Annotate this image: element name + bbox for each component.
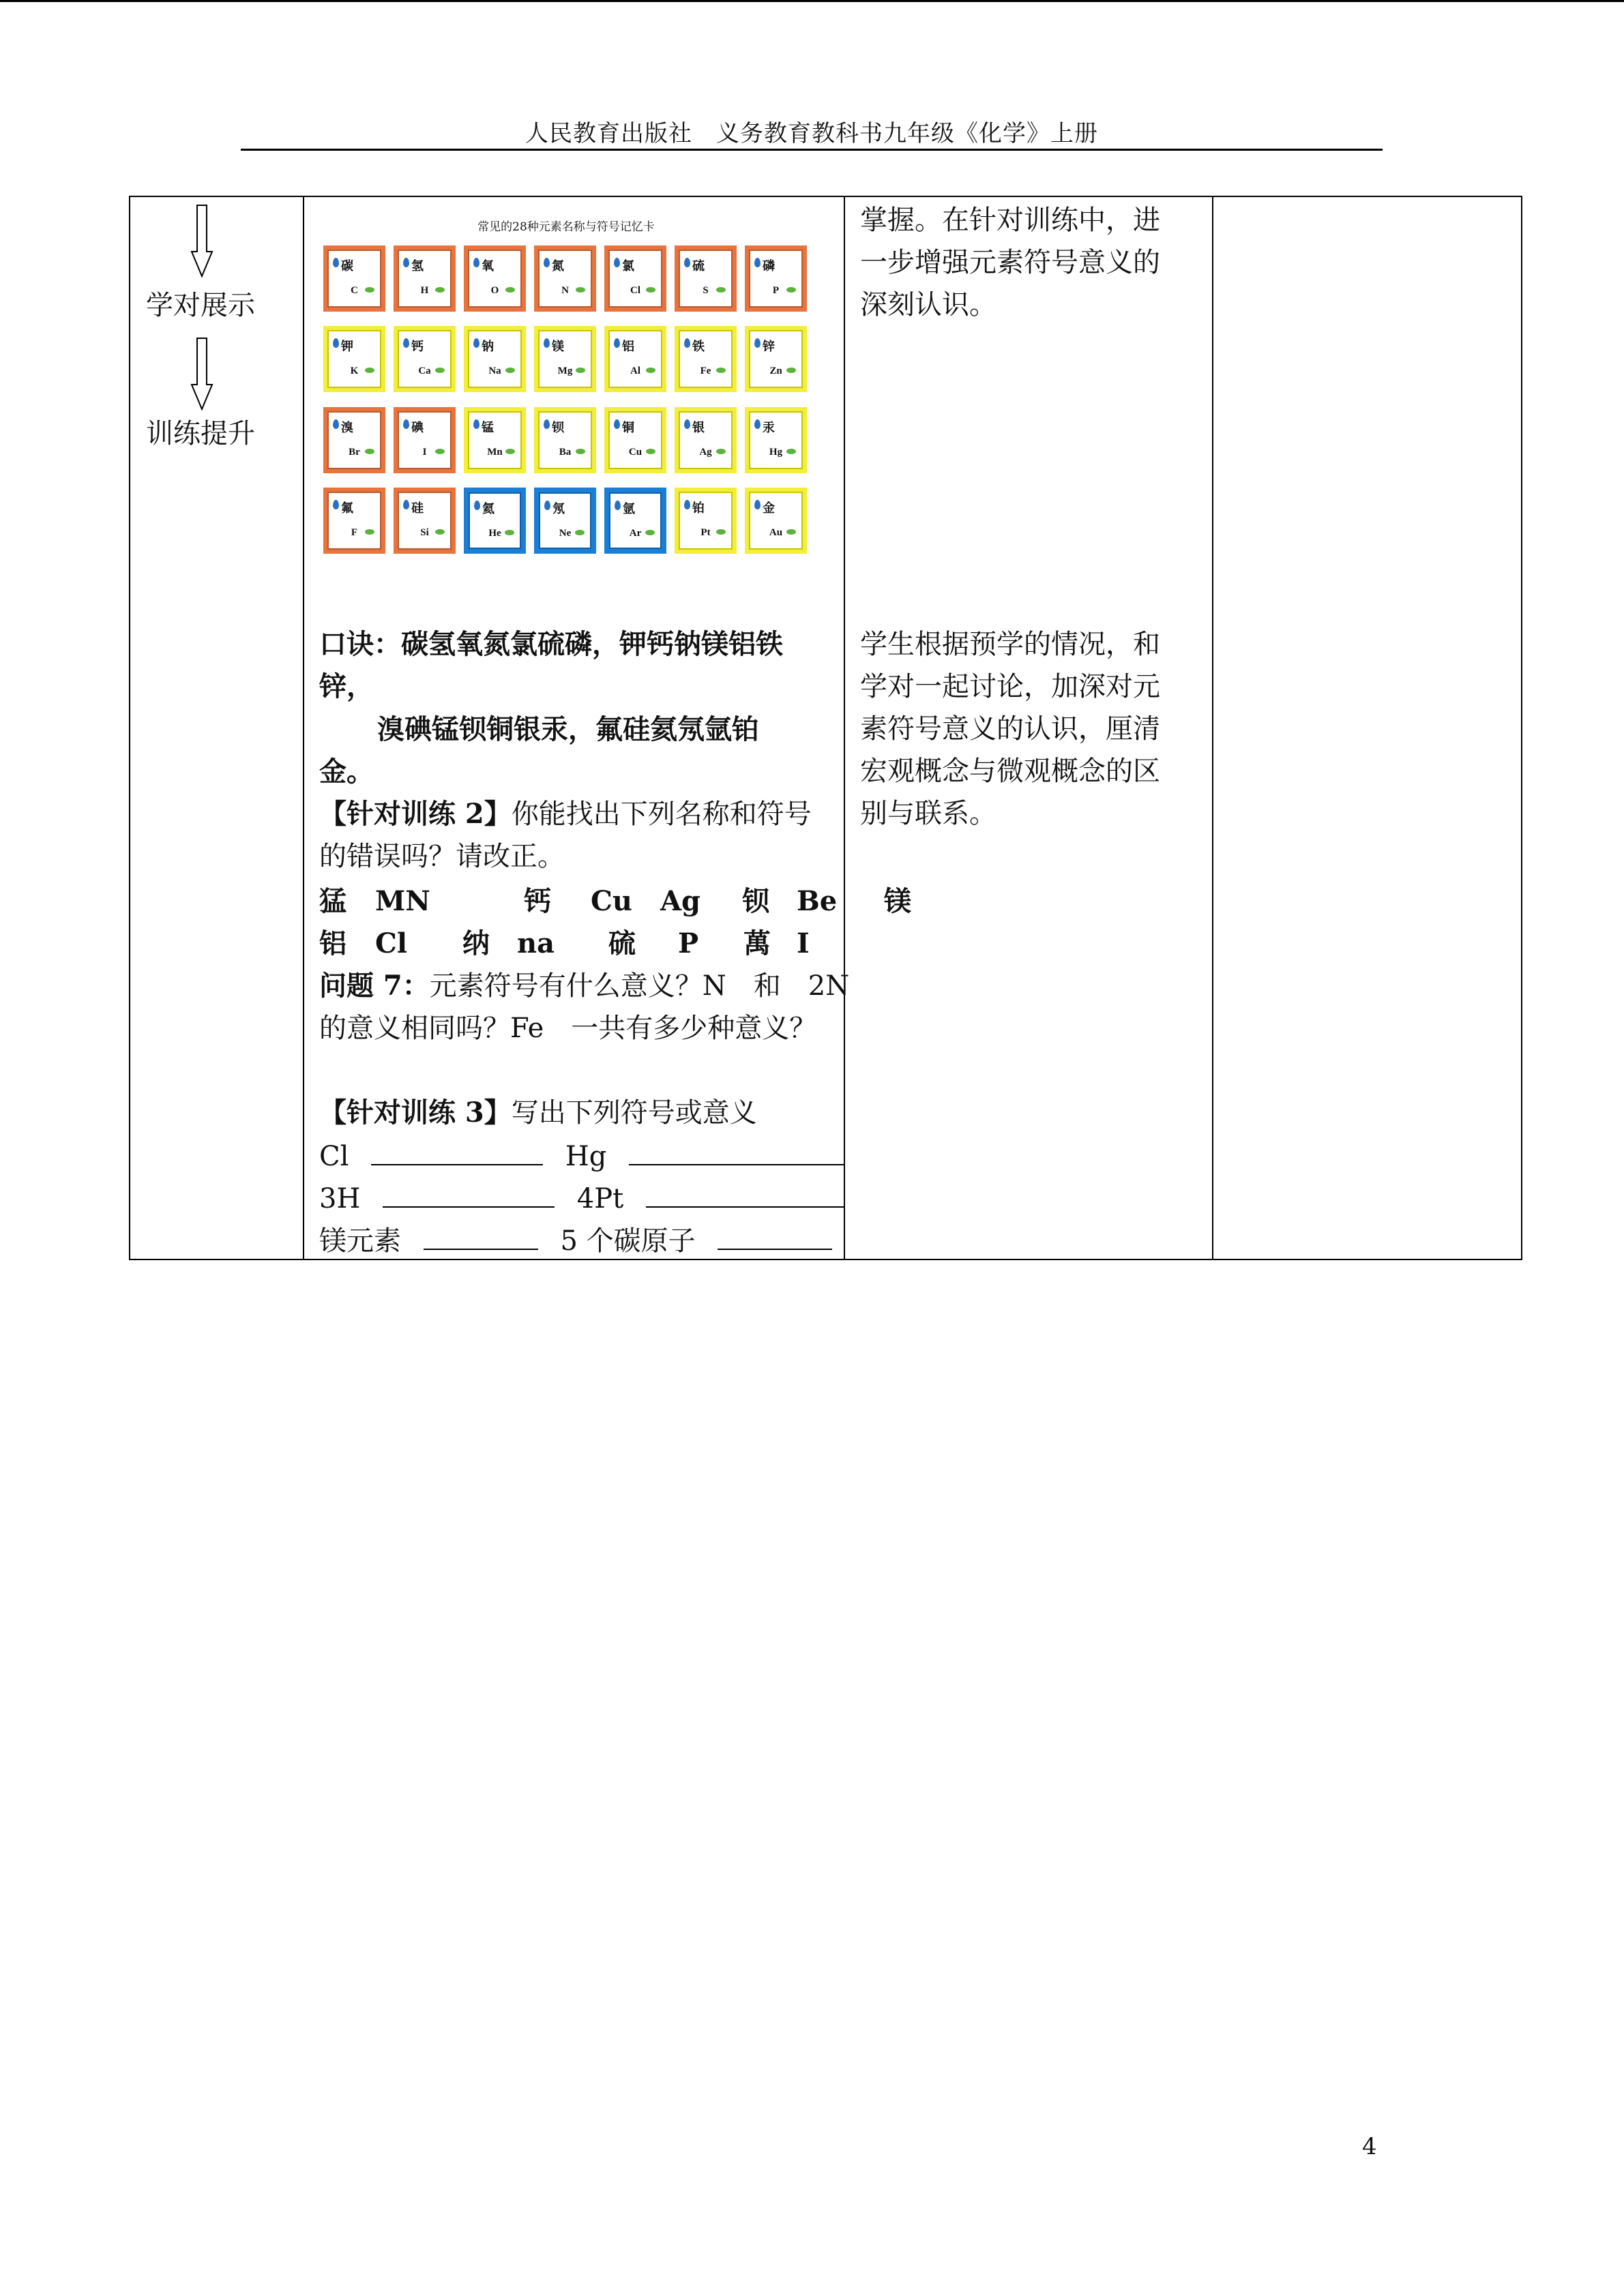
element-name: 铜	[622, 421, 634, 434]
error-item: na	[517, 927, 555, 959]
leaf-icon	[435, 449, 445, 454]
leaf-icon	[505, 530, 514, 535]
element-name: 氖	[552, 502, 565, 516]
leaf-icon	[505, 368, 515, 373]
error-item: 猛	[319, 885, 346, 917]
training-2-text: 你能找出下列名称和符号	[511, 799, 812, 830]
fill-label: Cl	[319, 1141, 349, 1172]
leaf-icon	[716, 287, 726, 293]
water-drop-icon	[754, 338, 761, 348]
rhyme-line-4: 金。	[319, 756, 374, 788]
fill-row-3	[319, 1220, 832, 1262]
element-card	[464, 326, 526, 392]
element-card	[604, 326, 666, 392]
element-card	[534, 488, 596, 554]
element-symbol: Cu	[628, 447, 643, 458]
element-name: 钾	[341, 340, 353, 353]
leaf-icon	[435, 368, 445, 373]
element-card	[464, 488, 526, 554]
element-card	[464, 245, 526, 312]
fill-label: 3H	[319, 1183, 361, 1214]
water-drop-icon	[403, 338, 409, 348]
training-2-line-2: 的错误吗？请改正。	[319, 841, 565, 872]
water-drop-icon	[333, 419, 339, 429]
leaf-icon	[646, 449, 655, 454]
header-rule	[241, 149, 1383, 151]
training-2-label: 【针对训练 2】	[319, 798, 512, 830]
error-item: 钡	[742, 885, 769, 917]
water-drop-icon	[614, 338, 620, 348]
element-card	[745, 407, 807, 473]
training-2-line-1	[319, 793, 812, 835]
error-item: Be	[797, 885, 838, 917]
leaf-icon	[365, 449, 374, 454]
element-symbol: Cl	[630, 285, 640, 296]
element-name: 硫	[692, 259, 705, 273]
fill-label: 4Pt	[576, 1183, 624, 1214]
element-card	[394, 488, 456, 554]
element-card	[675, 326, 737, 392]
element-card	[534, 245, 596, 312]
element-name: 氧	[482, 259, 494, 273]
element-symbol: Pt	[700, 527, 711, 538]
element-symbol: F	[351, 527, 358, 538]
element-symbol: P	[772, 285, 780, 296]
element-symbol: Ag	[699, 447, 712, 458]
element-symbol: Ba	[559, 447, 572, 458]
element-name: 铝	[622, 340, 634, 353]
element-name: 铁	[692, 340, 705, 353]
element-symbol: He	[488, 528, 501, 539]
element-name: 磷	[763, 259, 775, 273]
leaf-icon	[505, 449, 515, 454]
training-3-line	[319, 1092, 757, 1134]
stage-column	[130, 197, 304, 1259]
down-arrow-icon	[190, 337, 213, 412]
design-intent-line: 一步增强元素符号意义的	[860, 247, 1160, 278]
element-symbol: Na	[488, 366, 501, 376]
design-intent-line: 素符号意义的认识，厘清	[860, 713, 1160, 745]
answer-blank[interactable]	[646, 1179, 844, 1208]
error-item: MN	[375, 885, 430, 917]
element-symbol: Ne	[559, 528, 572, 539]
error-item: Cl	[375, 927, 408, 959]
error-item: 萬	[743, 927, 771, 959]
column-divider-2	[844, 196, 845, 1260]
element-card	[604, 488, 666, 554]
element-card	[604, 245, 666, 312]
stage-label-show: 学对展示	[146, 290, 255, 321]
element-symbol: S	[703, 285, 709, 296]
element-card	[464, 407, 526, 473]
question-7-line-1	[319, 965, 849, 1007]
element-symbol: H	[420, 285, 429, 296]
question-7-label: 问题 7：	[319, 970, 430, 1002]
element-name: 钙	[411, 340, 424, 353]
element-name: 金	[763, 501, 775, 515]
water-drop-icon	[684, 338, 690, 348]
answer-blank[interactable]	[629, 1137, 844, 1165]
design-intent-line: 掌握。在针对训练中，进	[860, 205, 1160, 236]
fill-label: 镁元素	[319, 1225, 401, 1257]
water-drop-icon	[473, 419, 479, 429]
element-card	[745, 488, 807, 554]
error-item: Cu	[591, 885, 632, 917]
design-intent-line: 宏观概念与微观概念的区	[860, 756, 1160, 787]
element-name: 氢	[411, 259, 424, 273]
element-name: 铂	[692, 501, 705, 515]
element-name: 硅	[411, 501, 424, 515]
element-card	[675, 245, 737, 312]
water-drop-icon	[474, 501, 480, 510]
leaf-icon	[786, 529, 796, 535]
leaf-icon	[716, 368, 726, 373]
element-name: 锌	[763, 340, 775, 353]
element-name: 银	[692, 421, 705, 434]
element-card	[675, 407, 737, 473]
element-name: 氮	[552, 259, 564, 273]
leaf-icon	[505, 287, 515, 293]
leaf-icon	[435, 287, 445, 293]
leaf-icon	[365, 529, 374, 535]
element-symbol: Ca	[418, 366, 431, 376]
element-symbol: I	[422, 447, 427, 458]
top-border	[0, 0, 1624, 2]
error-item: 硫	[608, 927, 636, 959]
element-symbol: C	[351, 285, 358, 296]
water-drop-icon	[473, 258, 479, 267]
question-7-line-2: 的意义相同吗？Fe 一共有多少种意义？	[319, 1013, 817, 1044]
element-symbol: Hg	[769, 447, 783, 458]
stage-label-train: 训练提升	[146, 418, 255, 449]
element-symbol: K	[350, 366, 359, 376]
element-symbol: Fe	[700, 366, 711, 376]
question-7-text: 元素符号有什么意义？N 和 2N	[429, 970, 850, 1002]
leaf-icon	[365, 368, 374, 373]
error-item: I	[797, 927, 810, 959]
water-drop-icon	[403, 500, 409, 509]
leaf-icon	[645, 530, 655, 535]
fill-row-1	[319, 1135, 844, 1178]
water-drop-icon	[544, 419, 550, 429]
column-divider-3	[1212, 196, 1213, 1260]
water-drop-icon	[684, 258, 690, 267]
element-card	[534, 407, 596, 473]
water-drop-icon	[333, 500, 339, 509]
element-card	[745, 326, 807, 392]
page-number: 4	[1362, 2133, 1377, 2160]
answer-blank[interactable]	[383, 1179, 555, 1208]
water-drop-icon	[754, 500, 761, 509]
design-intent-line: 学生根据预学的情况，和	[860, 629, 1160, 660]
rhyme-line-2: 锌，	[319, 670, 374, 702]
answer-blank[interactable]	[718, 1221, 832, 1250]
answer-blank[interactable]	[424, 1221, 538, 1250]
down-arrow-icon	[190, 204, 213, 279]
fill-label: Hg	[565, 1141, 607, 1172]
element-card	[323, 326, 385, 392]
error-item: 钙	[524, 885, 551, 917]
leaf-icon	[646, 368, 655, 373]
water-drop-icon	[684, 419, 690, 429]
leaf-icon	[786, 368, 796, 373]
element-card	[394, 245, 456, 312]
error-item: 铝	[319, 927, 346, 959]
error-item: Ag	[660, 885, 701, 917]
element-symbol: O	[490, 285, 499, 296]
water-drop-icon	[614, 258, 620, 267]
leaf-icon	[576, 287, 585, 293]
leaf-icon	[716, 529, 726, 535]
element-card	[323, 407, 385, 473]
water-drop-icon	[403, 258, 409, 267]
element-name: 汞	[763, 421, 775, 434]
leaf-icon	[575, 530, 585, 535]
water-drop-icon	[754, 419, 761, 429]
rhyme-line-3: 溴碘锰钡铜银汞，氟硅氦氖氩铂	[377, 713, 759, 745]
element-name: 钡	[552, 421, 564, 434]
fill-row-2	[319, 1178, 844, 1220]
element-card-title: 常见的28种元素名称与符号记忆卡	[477, 220, 655, 234]
element-card	[604, 407, 666, 473]
element-card	[323, 245, 385, 312]
water-drop-icon	[615, 501, 621, 510]
water-drop-icon	[544, 501, 550, 510]
water-drop-icon	[333, 258, 339, 267]
element-name: 镁	[552, 340, 564, 353]
element-symbol: Si	[420, 527, 429, 538]
water-drop-icon	[333, 338, 339, 348]
design-intent-line: 深刻认识。	[860, 289, 996, 320]
element-symbol: N	[561, 285, 569, 296]
rhyme-line-1: 口诀：碳氢氧氮氯硫磷，钾钙钠镁铝铁	[319, 628, 783, 660]
design-intent-line: 别与联系。	[860, 798, 996, 829]
element-name: 碘	[411, 421, 424, 434]
element-name: 氯	[622, 259, 634, 273]
element-name: 氦	[482, 502, 494, 516]
element-card	[534, 326, 596, 392]
element-symbol: Br	[349, 447, 360, 458]
page-header: 人民教育出版社 义务教育教科书九年级《化学》上册	[525, 120, 1098, 147]
element-symbol: Zn	[769, 366, 782, 376]
element-card	[323, 488, 385, 554]
water-drop-icon	[614, 419, 620, 429]
error-item: 纳	[462, 927, 490, 959]
water-drop-icon	[754, 258, 761, 267]
element-symbol: Au	[769, 527, 783, 538]
element-name: 钠	[482, 340, 494, 353]
leaf-icon	[786, 449, 796, 454]
water-drop-icon	[473, 338, 479, 348]
leaf-icon	[365, 287, 374, 293]
element-name: 锰	[482, 421, 494, 434]
fill-label: 5 个碳原子	[560, 1225, 696, 1257]
element-name: 碳	[341, 259, 353, 273]
element-name: 氩	[623, 502, 635, 516]
design-intent-line: 学对一起讨论，加深对元	[860, 671, 1160, 702]
element-card	[745, 245, 807, 312]
error-item: 镁	[884, 885, 911, 917]
element-card	[675, 488, 737, 554]
leaf-icon	[646, 287, 655, 293]
answer-blank[interactable]	[371, 1137, 543, 1165]
water-drop-icon	[544, 258, 550, 267]
leaf-icon	[716, 449, 726, 454]
water-drop-icon	[684, 500, 690, 509]
element-name: 氟	[341, 501, 353, 515]
element-symbol: Al	[630, 366, 640, 376]
water-drop-icon	[403, 419, 409, 429]
water-drop-icon	[544, 338, 550, 348]
training-3-label: 【针对训练 3】	[319, 1097, 512, 1129]
leaf-icon	[576, 368, 585, 373]
element-name: 溴	[341, 421, 353, 434]
element-symbol: Ar	[629, 528, 642, 539]
element-symbol: Mg	[557, 366, 573, 376]
leaf-icon	[786, 287, 796, 293]
error-item: P	[678, 927, 699, 959]
element-symbol: Mn	[487, 447, 503, 458]
training-3-text: 写出下列符号或意义	[511, 1097, 757, 1129]
element-card	[394, 407, 456, 473]
element-card	[394, 326, 456, 392]
leaf-icon	[576, 449, 585, 454]
leaf-icon	[435, 529, 445, 535]
